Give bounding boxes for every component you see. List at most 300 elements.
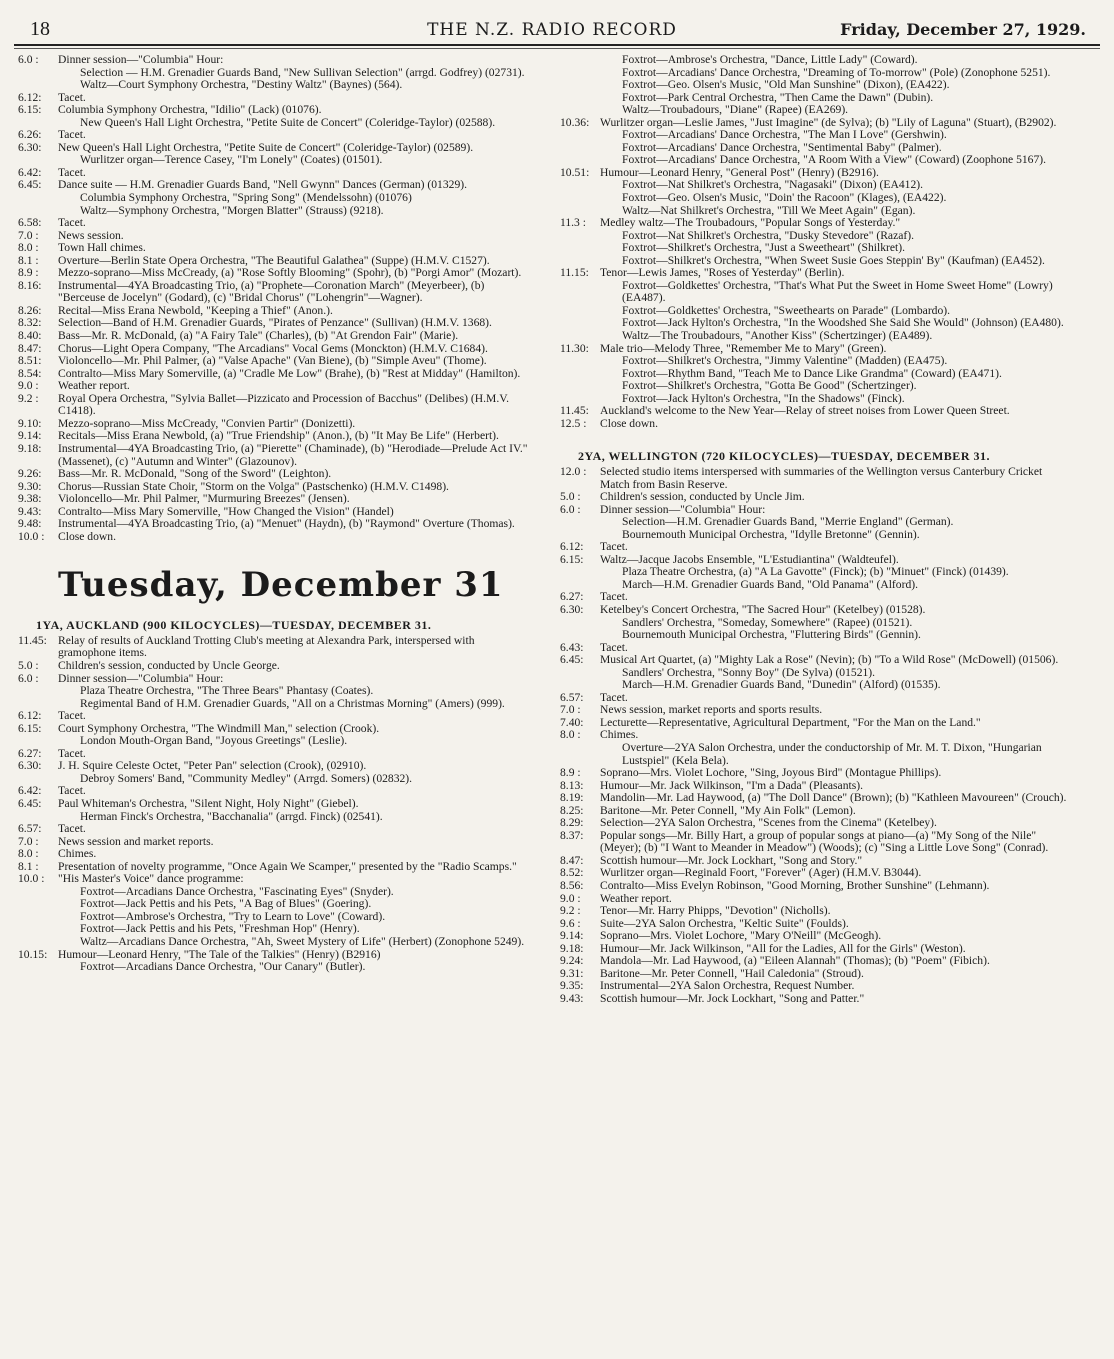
entry-text: Scottish humour—Mr. Jock Lockhart, "Song and Story." [600, 853, 863, 867]
entry-time: 8.0 : [560, 728, 581, 742]
programme-entry [18, 54, 528, 67]
entry-text: Humour—Leonard Henry, "The Tale of the Talkies" (Henry) (B2916) [58, 947, 381, 961]
entry-time: 6.30: [18, 759, 42, 773]
entry-text: Weather report. [600, 891, 672, 905]
programme-entry [560, 529, 1072, 542]
entry-time: 9.0 : [560, 891, 581, 905]
entry-text: Selection—H.M. Grenadier Guards Band, "Merrie England" (German). [622, 515, 954, 529]
programme-entry [18, 811, 528, 824]
entry-text: Bass—Mr. R. McDonald, "Song of the Sword" (Leighton). [58, 467, 332, 481]
entry-text: Chimes. [58, 847, 97, 861]
entry-time: 9.2 : [18, 391, 39, 405]
entry-time: 8.54: [18, 366, 42, 380]
entry-time: 9.18: [560, 941, 584, 955]
entry-time: 6.30: [560, 602, 584, 616]
left-column [18, 54, 528, 974]
entry-text: Suite—2YA Salon Orchestra, "Keltic Suite" (Foulds). [600, 916, 849, 930]
entry-time [560, 617, 600, 630]
entry-text: Humour—Mr. Jack Wilkinson, "I'm a Dada" (Pleasants). [600, 778, 863, 792]
programme-entry [18, 698, 528, 711]
programme-entry [560, 330, 1072, 343]
programme-entry [560, 792, 1072, 805]
entry-text: Foxtrot—Jack Pettis and his Pets, "Freshman Hop" (Henry). [80, 922, 360, 936]
programme-entry [18, 267, 528, 280]
entry-time: 6.26: [18, 128, 42, 142]
entry-text: J. H. Squire Celeste Octet, "Peter Pan" selection (Crook), (02910). [58, 759, 367, 773]
4ya-programme-continued [18, 54, 528, 543]
entry-text: Waltz—Court Symphony Orchestra, "Destiny Waltz" (Baynes) (564). [80, 78, 403, 92]
programme-entry [18, 710, 528, 723]
entry-time [18, 685, 58, 698]
entry-text: Columbia Symphony Orchestra, "Idilio" (Lack) (01076). [58, 103, 322, 117]
entry-time: 6.45: [18, 178, 42, 192]
entry-time: 6.57: [560, 690, 584, 704]
entry-text: Foxtrot—Nat Shilkret's Orchestra, "Nagasaki" (Dixon) (EA412). [622, 178, 924, 192]
programme-entry [560, 955, 1072, 968]
entry-text: Foxtrot—Shilkret's Orchestra, "When Sweet Susie Goes Steppin' By" (Kaufman) (EA452). [622, 253, 1045, 267]
entry-text: Instrumental—2YA Salon Orchestra, Request Number. [600, 979, 855, 993]
entry-time: 6.15: [18, 721, 42, 735]
entry-text: Chimes. [600, 728, 639, 742]
programme-entry [560, 79, 1072, 92]
entry-text: Town Hall chimes. [58, 241, 146, 255]
entry-time: 9.2 : [560, 904, 581, 918]
entry-time: 6.0 : [560, 502, 581, 516]
programme-entry [560, 905, 1072, 918]
entry-time: 8.51: [18, 354, 42, 368]
entry-text: Male trio—Melody Three, "Remember Me to Mary" (Green). [600, 341, 887, 355]
programme-entry [18, 129, 528, 142]
entry-time [560, 667, 600, 680]
entry-text: Selected studio items interspersed with summaries of the Wellington versus Canterbury Cricket Match from Basin Reserve. [600, 464, 1043, 491]
programme-entry [18, 393, 528, 418]
entry-text: Foxtrot—Rhythm Band, "Teach Me to Dance Like Grandma" (Coward) (EA471). [622, 366, 1002, 380]
1ya-programme [18, 635, 528, 974]
entry-time [560, 380, 600, 393]
entry-text: Tacet. [58, 746, 86, 760]
entry-text: Tacet. [58, 128, 86, 142]
entry-time: 9.18: [18, 441, 42, 455]
entry-time [560, 516, 600, 529]
entry-text: Children's session, conducted by Uncle George. [58, 658, 280, 672]
programme-entry [18, 760, 528, 773]
entry-time: 8.26: [18, 303, 42, 317]
entry-text: Waltz—The Troubadours, "Another Kiss" (Schertzinger) (EA489). [622, 329, 933, 343]
entry-time: 6.57: [18, 822, 42, 836]
entry-time: 5.0 : [560, 490, 581, 504]
entry-time: 11.45: [18, 633, 47, 647]
entry-time: 8.16: [18, 278, 42, 292]
programme-entry [18, 380, 528, 393]
entry-text: Auckland's welcome to the New Year—Relay of street noises from Lower Queen Street. [600, 404, 1010, 418]
entry-text: Foxtrot—Jack Hylton's Orchestra, "In the Woodshed She Said She Would" (Johnson) (EA480). [622, 316, 1064, 330]
programme-entry [560, 817, 1072, 830]
programme-entry [18, 798, 528, 811]
entry-time: 7.40: [560, 715, 584, 729]
programme-entry [18, 242, 528, 255]
entry-text: Violoncello—Mr. Phil Palmer, (a) "Valse Apache" (Van Biene), (b) "Simple Aveu" (Thome). [58, 354, 487, 368]
entry-time: 8.9 : [560, 766, 581, 780]
entry-text: Waltz—Troubadours, "Diane" (Rapee) (EA269). [622, 103, 849, 117]
entry-text: Foxtrot—Geo. Olsen's Music, "Old Man Sunshine" (Dixon), (EA422). [622, 78, 950, 92]
entry-text: Lecturette—Representative, Agricultural Department, "For the Man on the Land." [600, 715, 981, 729]
entry-time: 6.43: [560, 640, 584, 654]
entry-text: Foxtrot—Shilkret's Orchestra, "Jimmy Valentine" (Madden) (EA475). [622, 354, 948, 368]
entry-time: 6.42: [18, 165, 42, 179]
entry-time [18, 79, 58, 92]
right-column [560, 54, 1072, 1005]
programme-entry [560, 280, 1072, 305]
entry-text: Mezzo-soprano—Miss McCready, "Convien Partir" (Donizetti). [58, 416, 356, 430]
entry-time: 8.47: [18, 341, 42, 355]
entry-text: Tacet. [58, 709, 86, 723]
programme-entry [560, 742, 1072, 767]
entry-text: Wurlitzer organ—Leslie James, "Just Imagine" (de Sylva); (b) "Lily of Laguna" (Stuart), (B2902). [600, 115, 1057, 129]
entry-text: Tacet. [600, 590, 628, 604]
entry-text: Tacet. [600, 690, 628, 704]
entry-text: Plaza Theatre Orchestra, "The Three Bears" Phantasy (Coates). [80, 684, 374, 698]
issue-date: Friday, December 27, 1929. [840, 20, 1086, 39]
entry-text: Bournemouth Municipal Orchestra, "Fluttering Birds" (Gennin). [622, 628, 921, 642]
entry-time: 6.42: [18, 784, 42, 798]
entry-time: 9.10: [18, 416, 42, 430]
entry-time: 8.1 : [18, 859, 39, 873]
programme-entry [560, 355, 1072, 368]
entry-time: 9.14: [18, 429, 42, 443]
entry-text: "His Master's Voice" dance programme: [58, 872, 244, 886]
entry-text: March—H.M. Grenadier Guards Band, "Dunedin" (Alford) (01535). [622, 678, 941, 692]
entry-text: March—H.M. Grenadier Guards Band, "Old Panama" (Alford). [622, 577, 919, 591]
entry-time: 9.31: [560, 966, 584, 980]
programme-entry [18, 873, 528, 886]
entry-text: Dance suite — H.M. Grenadier Guards Band, "Nell Gwynn" Dances (German) (01329). [58, 178, 468, 192]
programme-entry [18, 823, 528, 836]
entry-time: 11.3 : [560, 216, 586, 230]
programme-entry [560, 566, 1072, 579]
entry-time: 9.6 : [560, 916, 581, 930]
programme-entry [560, 192, 1072, 205]
entry-text: Close down. [600, 416, 658, 430]
entry-text: Popular songs—Mr. Billy Hart, a group of popular songs at piano—(a) "My Song of the Nile" (Meyer); (b) "I Want to Meander in Meadow") (Woods); (c) "Sing a Little Love Song" (Conrad). [600, 828, 1049, 855]
entry-time [560, 317, 600, 330]
entry-text: Mezzo-soprano—Miss McCready, (a) "Rose Softly Blooming" (Spohr), (b) "Porgi Amor" (Mozart). [58, 266, 522, 280]
entry-text: New Queen's Hall Light Orchestra, "Petite Suite de Concert" (Coleridge-Taylor) (02588). [80, 115, 496, 129]
entry-time: 11.15: [560, 266, 589, 280]
entry-time [560, 566, 600, 579]
entry-time: 8.1 : [18, 253, 39, 267]
entry-time [560, 179, 600, 192]
entry-text: Royal Opera Orchestra, "Sylvia Ballet—Pizzicato and Procession of Bacchus" (Delibes) (H.M.V. C1418). [58, 391, 509, 418]
entry-text: Dinner session—"Columbia" Hour: [58, 671, 224, 685]
entry-time: 6.15: [18, 103, 42, 117]
entry-time [560, 129, 600, 142]
entry-time: 6.30: [18, 140, 42, 154]
section-title: Tuesday, December 31 [58, 565, 504, 606]
programme-entry [18, 635, 528, 660]
entry-text: Foxtrot—Geo. Olsen's Music, "Doin' the Racoon" (Klages), (EA422). [622, 191, 947, 205]
entry-time [18, 898, 58, 911]
programme-entry [18, 205, 528, 218]
entry-time: 10.51: [560, 165, 590, 179]
entry-text: Contralto—Miss Mary Somerville, (a) "Cradle Me Low" (Brahe), (b) "Rest at Midday" (Hamilton). [58, 366, 521, 380]
entry-text: Medley waltz—The Troubadours, "Popular Songs of Yesterday." [600, 216, 901, 230]
entry-text: Instrumental—4YA Broadcasting Trio, (a) "Prophete—Coronation March" (Meyerbeer), (b) "Berceuse de Jocelyn" (Godard), (c) "Bridal Chorus" ("Lohengrin"—Wagner). [58, 278, 485, 305]
entry-time: 9.24: [560, 954, 584, 968]
programme-entry [560, 104, 1072, 117]
entry-text: Paul Whiteman's Orchestra, "Silent Night, Holy Night" (Giebel). [58, 796, 359, 810]
entry-time: 10.36: [560, 115, 590, 129]
programme-entry [560, 217, 1072, 230]
entry-time: 8.52: [560, 866, 584, 880]
entry-time [560, 355, 600, 368]
entry-time [18, 735, 58, 748]
entry-time [560, 192, 600, 205]
entry-time: 8.47: [560, 853, 584, 867]
programme-entry [18, 518, 528, 531]
entry-text: Tacet. [58, 165, 86, 179]
entry-text: Foxtrot—Arcadians Dance Orchestra, "Our Canary" (Butler). [80, 960, 366, 974]
entry-text: Tacet. [58, 90, 86, 104]
programme-entry [560, 491, 1072, 504]
programme-entry [560, 54, 1072, 67]
programme-entry [560, 129, 1072, 142]
programme-entry [560, 418, 1072, 431]
publication-title: THE N.Z. RADIO RECORD [427, 20, 677, 40]
entry-text: Bournemouth Municipal Orchestra, "Idylle Bretonne" (Gennin). [622, 527, 920, 541]
entry-time [560, 67, 600, 80]
entry-text: New Queen's Hall Light Orchestra, "Petite Suite de Concert" (Coleridge-Taylor) (02589). [58, 140, 474, 154]
entry-time [560, 305, 600, 318]
entry-time: 10.0 : [18, 529, 45, 543]
entry-text: Foxtrot—Arcadians' Dance Orchestra, "The Man I Love" (Gershwin). [622, 128, 947, 142]
entry-text: Wurlitzer organ—Reginald Foort, "Forever" (Ager) (H.M.V. B3044). [600, 866, 922, 880]
entry-time [560, 742, 600, 767]
entry-time [560, 79, 600, 92]
entry-text: Humour—Mr. Jack Wilkinson, "All for the Ladies, All for the Girls" (Weston). [600, 941, 966, 955]
entry-time: 10.0 : [18, 872, 45, 886]
entry-time [18, 961, 58, 974]
entry-time: 9.38: [18, 492, 42, 506]
entry-time: 8.9 : [18, 266, 39, 280]
entry-time [560, 142, 600, 155]
entry-time: 7.0 : [18, 834, 39, 848]
entry-text: Relay of results of Auckland Trotting Club's meeting at Alexandra Park, interspersed with gramophone items. [58, 633, 475, 660]
entry-text: Baritone—Mr. Peter Connell, "My Ain Folk" (Lemon). [600, 803, 856, 817]
1ya-programme-continued [560, 54, 1072, 430]
entry-time: 11.30: [560, 341, 589, 355]
programme-entry [560, 405, 1072, 418]
header-rule-thin [14, 48, 1100, 49]
entry-time: 9.35: [560, 979, 584, 993]
entry-text: Waltz—Nat Shilkret's Orchestra, "Till We Meet Again" (Egan). [622, 203, 916, 217]
entry-time: 8.0 : [18, 241, 39, 255]
programme-entry [560, 993, 1072, 1006]
entry-text: Foxtrot—Park Central Orchestra, "Then Came the Dawn" (Dubin). [622, 90, 934, 104]
entry-text: Dinner session—"Columbia" Hour: [58, 53, 224, 66]
entry-text: London Mouth-Organ Band, "Joyous Greetings" (Leslie). [80, 734, 348, 748]
entry-time: 8.0 : [18, 847, 39, 861]
entry-time: 6.45: [560, 653, 584, 667]
entry-time: 6.27: [560, 590, 584, 604]
entry-text: Tenor—Lewis James, "Roses of Yesterday" (Berlin). [600, 266, 845, 280]
entry-time [18, 936, 58, 949]
entry-text: Regimental Band of H.M. Grenadier Guards, "All on a Christmas Morning" (Amers) (999). [80, 696, 505, 710]
entry-time [18, 886, 58, 899]
entry-time: 9.48: [18, 517, 42, 531]
entry-text: Children's session, conducted by Uncle Jim. [600, 490, 805, 504]
header-rule [14, 44, 1100, 46]
entry-time: 6.12: [560, 540, 584, 554]
entry-text: Mandola—Mr. Lad Haywood, (a) "Eileen Alannah" (Thomas); (b) "Poem" (Fibich). [600, 954, 990, 968]
entry-text: Presentation of novelty programme, "Once Again We Scamper," presented by the "Radio Scamps." [58, 859, 517, 873]
entry-time: 8.13: [560, 778, 584, 792]
entry-time: 6.12: [18, 90, 42, 104]
programme-entry [560, 516, 1072, 529]
programme-entry [18, 330, 528, 343]
programme-entry [560, 930, 1072, 943]
page-number: 18 [30, 18, 50, 40]
entry-time: 6.15: [560, 552, 584, 566]
entry-time [18, 192, 58, 205]
entry-time [560, 280, 600, 305]
entry-time: 7.0 : [18, 228, 39, 242]
programme-entry [560, 267, 1072, 280]
entry-text: Soprano—Mrs. Violet Lochore, "Sing, Joyous Bird" (Montague Phillips). [600, 766, 942, 780]
entry-text: Musical Art Quartet, (a) "Mighty Lak a Rose" (Nevin); (b) "To a Wild Rose" (McDowell) (01506). [600, 653, 1059, 667]
entry-time: 8.29: [560, 816, 584, 830]
entry-text: Court Symphony Orchestra, "The Windmill Man," selection (Crook). [58, 721, 380, 735]
entry-time [560, 679, 600, 692]
programme-entry [18, 848, 528, 861]
entry-time: 12.5 : [560, 416, 587, 430]
entry-time [560, 54, 600, 67]
entry-time: 12.0 : [560, 464, 587, 478]
programme-entry [18, 280, 528, 305]
entry-text: Waltz—Arcadians Dance Orchestra, "Ah, Sweet Mystery of Life" (Herbert) (Zonophone 5249). [80, 935, 525, 948]
programme-entry [560, 654, 1072, 667]
entry-time [560, 92, 600, 105]
entry-text: Baritone—Mr. Peter Connell, "Hail Caledonia" (Stroud). [600, 966, 864, 980]
entry-text: Tacet. [600, 540, 628, 554]
entry-text: News session. [58, 228, 124, 242]
entry-text: Sandlers' Orchestra, "Someday, Somewhere" (Rapee) (01521). [622, 615, 913, 629]
programme-entry [18, 154, 528, 167]
entry-time [18, 911, 58, 924]
entry-time: 6.0 : [18, 53, 39, 66]
programme-entry [18, 685, 528, 698]
entry-text: Tacet. [58, 216, 86, 230]
programme-entry [18, 355, 528, 368]
entry-text: Close down. [58, 529, 116, 543]
station-heading-2ya: 2YA, WELLINGTON (720 KILOCYCLES)—TUESDAY, DECEMBER 31. [578, 449, 990, 464]
programme-entry [560, 880, 1072, 893]
entry-text: Selection — H.M. Grenadier Guards Band, "New Sullivan Selection" (arrgd. Godfrey) (02731). [80, 65, 525, 79]
entry-text: Foxtrot—Goldkettes' Orchestra, "Sweethearts on Parade" (Lombardo). [622, 303, 951, 317]
entry-text: Chorus—Russian State Choir, "Storm on the Volga" (Pastschenko) (H.M.V. C1498). [58, 479, 449, 493]
entry-text: Waltz—Symphony Orchestra, "Morgen Blatter" (Strauss) (9218). [80, 203, 384, 217]
programme-entry [560, 679, 1072, 692]
entry-time: 6.12: [18, 709, 42, 723]
programme-entry [18, 773, 528, 786]
entry-time: 8.40: [18, 329, 42, 343]
entry-time: 8.32: [18, 316, 42, 330]
entry-time: 5.0 : [18, 658, 39, 672]
entry-text: Mandolin—Mr. Lad Haywood, (a) "The Doll Dance" (Brown); (b) "Kathleen Mavoureen" (Crouch). [600, 791, 1067, 805]
entry-text: News session and market reports. [58, 834, 214, 848]
entry-time: 10.15: [18, 947, 48, 961]
entry-text: Recital—Miss Erana Newbold, "Keeping a Thief" (Anon.). [58, 303, 333, 317]
programme-entry [560, 579, 1072, 592]
entry-time [560, 368, 600, 381]
entry-time: 9.14: [560, 929, 584, 943]
entry-time: 7.0 : [560, 703, 581, 717]
programme-entry [18, 192, 528, 205]
programme-entry [18, 468, 528, 481]
entry-text: Violoncello—Mr. Phil Palmer, "Murmuring Breezes" (Jensen). [58, 492, 350, 506]
programme-entry [560, 767, 1072, 780]
page-header [18, 14, 1086, 42]
entry-text: Selection—Band of H.M. Grenadier Guards, "Pirates of Penzance" (Sullivan) (H.M.V. 1368). [58, 316, 492, 330]
entry-text: Herman Finck's Orchestra, "Bacchanalia" (arrgd. Finck) (02541). [80, 809, 383, 823]
programme-entry [560, 830, 1072, 855]
station-heading-1ya: 1YA, AUCKLAND (900 KILOCYCLES)—TUESDAY, DECEMBER 31. [36, 618, 432, 633]
programme-entry [18, 735, 528, 748]
entry-text: Foxtrot—Arcadians' Dance Orchestra, "A Room With a View" (Coward) (Zoophone 5167). [622, 153, 1047, 167]
entry-text: Overture—Berlin State Opera Orchestra, "The Beautiful Galathea" (Suppe) (H.M.V. C1527). [58, 253, 490, 267]
entry-text: Foxtrot—Goldkettes' Orchestra, "That's What Put the Sweet in Home Sweet Home" (Lowry) (EA487). [622, 278, 1053, 305]
entry-text: Tacet. [600, 640, 628, 654]
programme-entry [560, 704, 1072, 717]
entry-text: Instrumental—4YA Broadcasting Trio, (a) "Pierette" (Chaminade), (b) "Herodiade—Prelude Act IV." (Massenet), (c) "Autumn and Winter" (Glazounov). [58, 441, 528, 468]
entry-time: 9.30: [18, 479, 42, 493]
entry-time: 6.58: [18, 216, 42, 230]
entry-time: 9.0 : [18, 379, 39, 393]
entry-time [18, 67, 58, 80]
entry-text: Foxtrot—Shilkret's Orchestra, "Just a Sweetheart" (Shilkret). [622, 241, 905, 255]
programme-entry [18, 104, 528, 117]
entry-text: Foxtrot—Jack Pettis and his Pets, "A Bag of Blues" (Goering). [80, 897, 372, 911]
programme-entry [560, 466, 1072, 491]
entry-text: Sandlers' Orchestra, "Sonny Boy" (De Sylva) (01521). [622, 665, 876, 679]
entry-time [560, 230, 600, 243]
entry-time [560, 330, 600, 343]
entry-time: 11.45: [560, 404, 589, 418]
programme-entry [18, 961, 528, 974]
entry-time: 9.26: [18, 467, 42, 481]
programme-entry [18, 660, 528, 673]
entry-time [560, 104, 600, 117]
entry-text: Wurlitzer organ—Terence Casey, "I'm Lonely" (Coates) (01501). [80, 153, 383, 167]
entry-text: Tacet. [58, 784, 86, 798]
programme-entry [18, 493, 528, 506]
entry-time: 8.37: [560, 828, 584, 842]
entry-text: Columbia Symphony Orchestra, "Spring Song" (Mendelssohn) (01076) [80, 191, 412, 205]
entry-time: 9.43: [560, 991, 584, 1005]
entry-text: Debroy Somers' Band, "Community Medley" (Arrgd. Somers) (02832). [80, 771, 413, 785]
programme-entry [18, 217, 528, 230]
entry-time: 8.19: [560, 791, 584, 805]
entry-text: News session, market reports and sports results. [600, 703, 823, 717]
entry-text: Scottish humour—Mr. Jock Lockhart, "Song and Patter." [600, 991, 865, 1005]
entry-text: Foxtrot—Arcadians' Dance Orchestra, "Dreaming of To-morrow" (Pole) (Zonophone 5251). [622, 65, 1051, 79]
entry-time: 6.27: [18, 746, 42, 760]
entry-time [560, 242, 600, 255]
entry-text: Foxtrot—Nat Shilkret's Orchestra, "Dusky Stevedore" (Razaf). [622, 228, 914, 242]
entry-text: Foxtrot—Arcadians' Dance Orchestra, "Sentimental Baby" (Palmer). [622, 140, 942, 154]
programme-entry [18, 79, 528, 92]
entry-time: 6.45: [18, 796, 42, 810]
entry-text: Foxtrot—Jack Hylton's Orchestra, "In the Shadows" (Finck). [622, 391, 905, 405]
